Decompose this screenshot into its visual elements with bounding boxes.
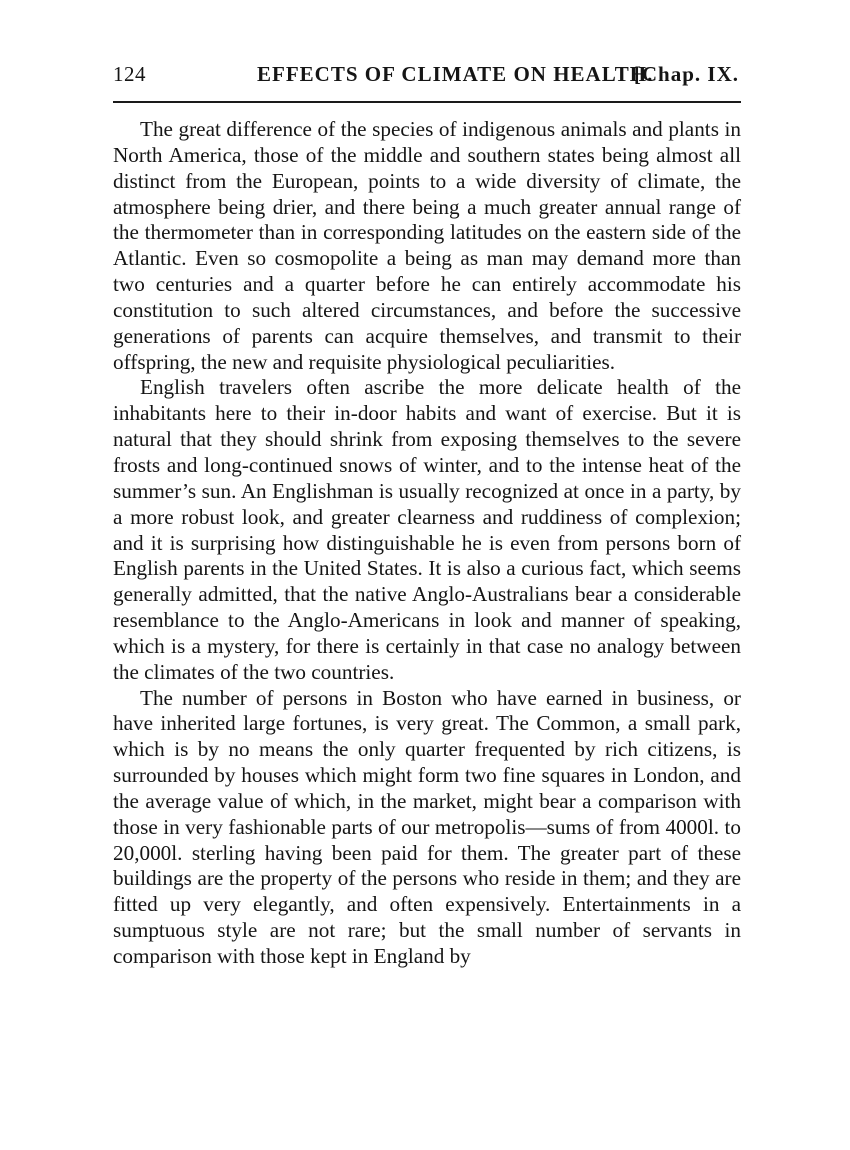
chapter-reference: [Chap. IX. [633,62,739,86]
paragraph-1: The great difference of the species of indigenous animals and plants in North America, those of the middle and southern states being almost all distinct from the European, points to a wide diversity of climate, the atmosphere being drier, and there being a much greater annual range of the thermometer than in corresponding latitudes on the eastern side of the Atlantic. Even so cosmopolite a being as man may demand more than two centuries and a quarter before he can entirely accommodate his constitution to such altered circumstances, and before the successive generations of parents can acquire themselves, and transmit to their offspring, the new and requisite physiological peculiarities. [113,117,741,374]
body-text [113,117,741,970]
page-number: 124 [113,62,146,86]
running-title: EFFECTS OF CLIMATE ON HEALTH. [257,62,654,86]
paragraph-3: The number of persons in Boston who have earned in business, or have inherited large fortunes, is very great. The Common, a small park, which is by no means the only quarter frequented by rich citizens, is surrounded by houses which might form two fine squares in London, and the average value of which, in the market, might bear a comparison with those in very fashionable parts of our metropolis—sums of from 4000l. to 20,000l. sterling having been paid for them. The greater part of these buildings are the property of the persons who reside in them; and they are fitted up very elegantly, and often expensively. Entertainments in a sumptuous style are not rare; but the small number of servants in comparison with those kept in England by [113,685,741,968]
running-head [113,62,739,96]
header-rule [113,101,741,103]
paragraph-2: English travelers often ascribe the more delicate health of the inhabitants here to their in-door habits and want of exercise. But it is natural that they should shrink from exposing themselves to the severe frosts and long-continued snows of winter, and to the intense heat of the summer’s sun. An Englishman is usually recognized at once in a party, by a more robust look, and greater clearness and ruddiness of complexion; and it is surprising how distinguishable he is even from persons born of English parents in the United States. It is also a curious fact, which seems generally admitted, that the native Anglo-Australians bear a considerable resemblance to the Anglo-Americans in look and manner of speaking, which is a mystery, for there is certainly in that case no analogy between the climates of the two countries. [113,375,741,684]
